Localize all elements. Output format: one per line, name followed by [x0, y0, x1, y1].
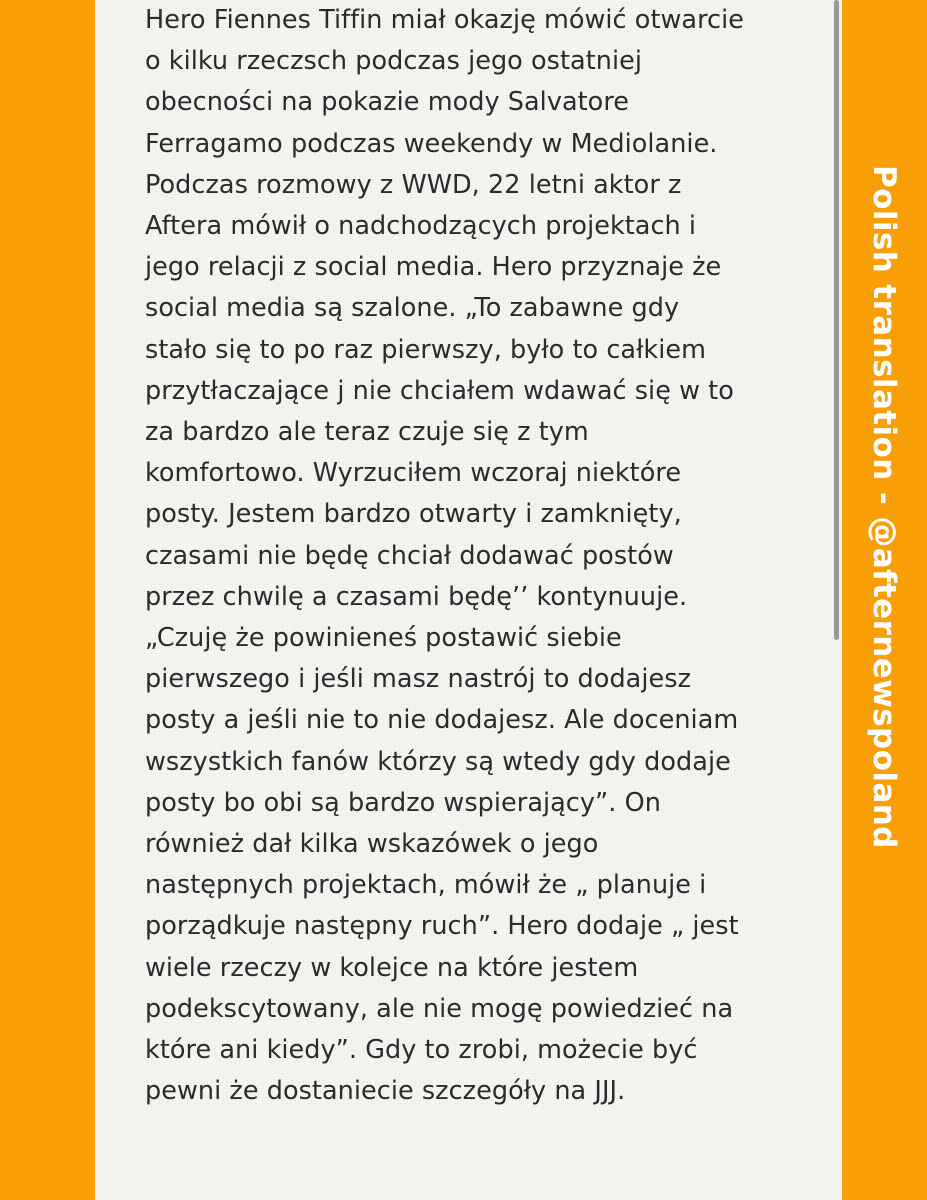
note-line: wiele rzeczy w kolejce na które jestem	[145, 952, 639, 983]
note-line: przez chwilę a czasami będę’’ kontynuuje.	[145, 581, 688, 612]
note-line: komfortowo. Wyrzuciłem wczoraj niektóre	[145, 458, 682, 489]
note-line: Aftera mówił o nadchodzących projektach i	[145, 211, 697, 242]
note-line: podekscytowany, ale nie mogę powiedzieć na	[145, 993, 734, 1024]
note-line: które ani kiedy”. Gdy to zrobi, możecie być	[145, 1035, 698, 1066]
note-line: „Czuję że powinieneś postawić siebie	[145, 623, 622, 654]
scrollbar-thumb[interactable]	[834, 0, 839, 640]
note-line: social media są szalone. „To zabawne gdy	[145, 293, 680, 324]
side-caption-band	[842, 0, 927, 1200]
note-line: wszystkich fanów którzy są wtedy gdy dodaje	[145, 746, 731, 777]
note-line: jego relacji z social media. Hero przyznaje że	[145, 252, 722, 283]
note-line: pierwszego i jeśli masz nastrój to dodajesz	[145, 664, 692, 695]
note-line: czasami nie będę chciał dodawać postów	[145, 540, 674, 571]
note-line: porządkuje następny ruch”. Hero dodaje „ jest	[145, 911, 739, 942]
note-body	[145, 0, 835, 1112]
note-line: Hero Fiennes Tiffin miał okazję mówić otwarcie	[145, 5, 744, 35]
note-line: o kilku rzeczsch podczas jego ostatniej	[145, 46, 642, 77]
note-line: posty a jeśli nie to nie dodajesz. Ale doceniam	[145, 705, 739, 736]
note-line: za bardzo ale teraz czuje się z tym	[145, 417, 589, 448]
translation-credit: Polish translation - @afternewspoland	[866, 165, 902, 849]
note-line: następnych projektach, mówił że „ planuje i	[145, 870, 707, 901]
note-line: posty. Jestem bardzo otwarty i zamknięty,	[145, 499, 682, 530]
note-line: obecności na pokazie mody Salvatore	[145, 87, 630, 118]
note-line: stało się to po raz pierwszy, było to całkiem	[145, 334, 706, 365]
note-panel	[95, 0, 842, 1200]
note-line: również dał kilka wskazówek o jego	[145, 829, 599, 860]
note-line: Ferragamo podczas weekendy w Mediolanie.	[145, 128, 718, 159]
note-line: przytłaczające j nie chciałem wdawać się w to	[145, 375, 734, 406]
note-line: posty bo obi są bardzo wspierający”. On	[145, 787, 661, 818]
note-line: pewni że dostaniecie szczegóły na JJJ.	[145, 1076, 626, 1107]
left-orange-border	[0, 0, 95, 1200]
note-line: Podczas rozmowy z WWD, 22 letni aktor z	[145, 169, 682, 200]
